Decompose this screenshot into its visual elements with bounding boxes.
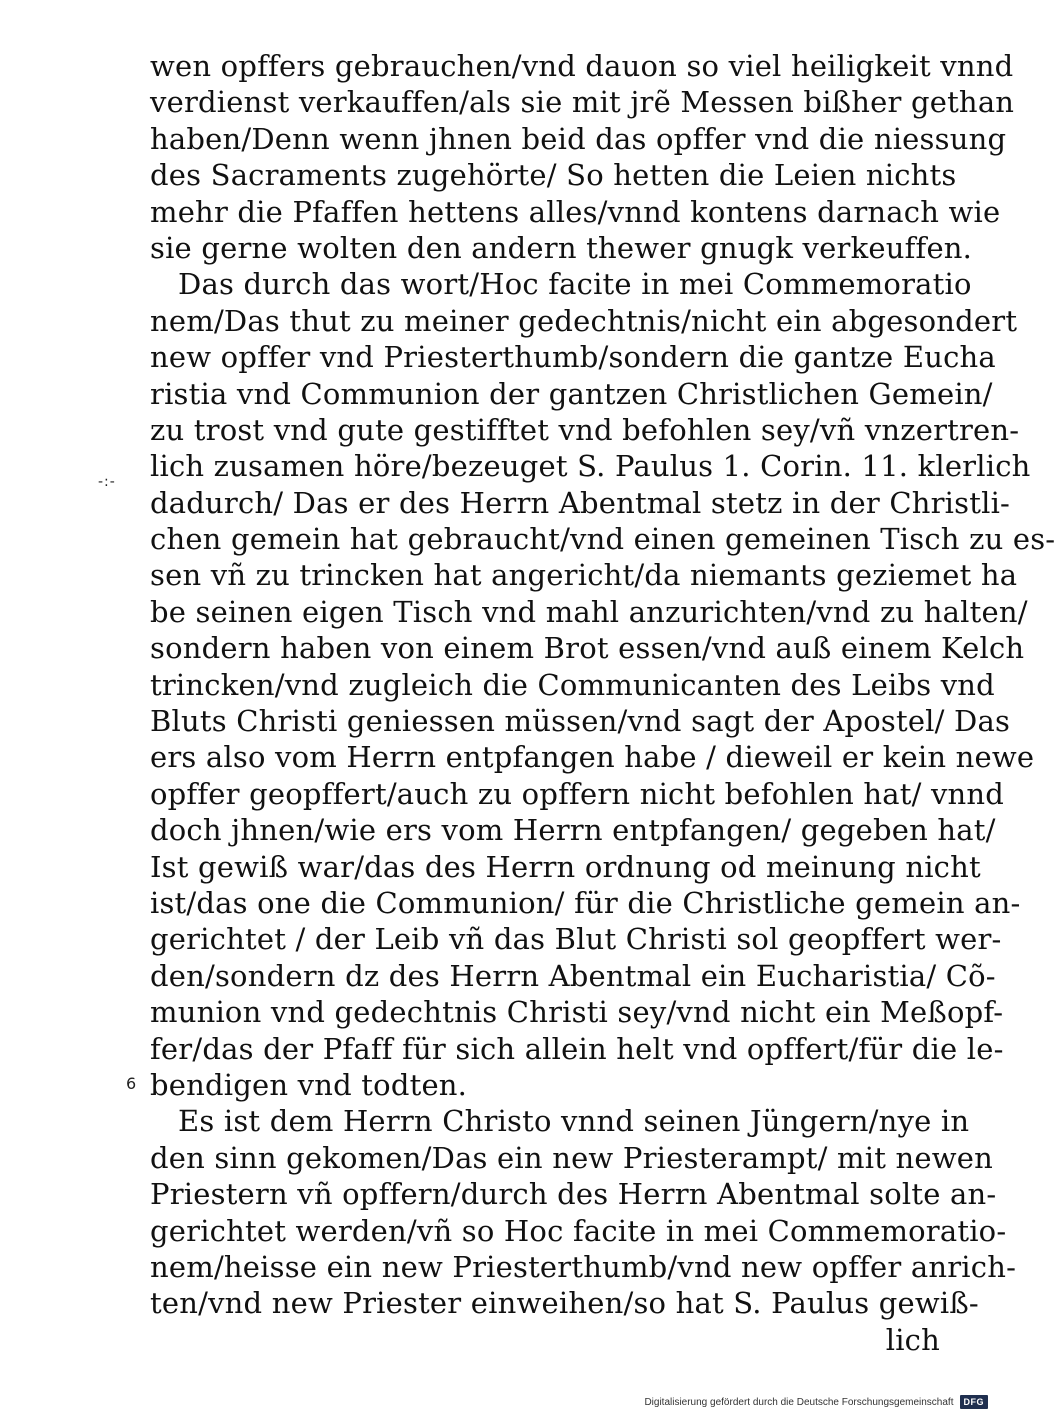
text-line: des Sacraments zugehörte/ So hetten die Leien nichts: [150, 158, 957, 193]
text-line: Bluts Christi geniessen müssen/vnd sagt der Apostel/ Das: [150, 704, 1011, 739]
text-line: trincken/vnd zugleich die Communicanten des Leibs vnd: [150, 667, 995, 702]
text-line: mehr die Pfaffen hettens alles/vnnd kontens darnach wie: [150, 194, 1001, 229]
funding-credit: Digitalisierung gefördert durch die Deutsche Forschungsgemeinschaft: [644, 1396, 954, 1408]
text-line: ristia vnd Communion der gantzen Christlichen Gemein/: [150, 376, 993, 411]
text-line: gerichtet / der Leib vñ das Blut Christi sol geopffert wer-: [150, 922, 1002, 957]
text-line: Priestern vñ opffern/durch des Herrn Abentmal solte an-: [150, 1177, 997, 1212]
text-line: doch jhnen/wie ers vom Herrn entpfangen/ gegeben hat/: [150, 813, 996, 848]
digitization-footer: [644, 1395, 988, 1409]
text-line: verdienst verkauffen/als sie mit jrẽ Messen bißher gethan: [150, 85, 1015, 120]
text-line: Das durch das wort/Hoc facite in mei Commemoratio: [178, 267, 972, 302]
text-line: dadurch/ Das er des Herrn Abentmal stetz in der Christli-: [150, 485, 1011, 520]
text-line: ers also vom Herrn entpfangen habe / dieweil er kein newe: [150, 740, 1035, 775]
text-line: sie gerne wolten den andern thewer gnugk verkeuffen.: [150, 230, 973, 265]
text-line: nem/Das thut zu meiner gedechtnis/nicht ein abgesondert: [150, 303, 1018, 338]
text-line: Ist gewiß war/das des Herrn ordnung od meinung nicht: [150, 849, 981, 884]
text-line: new opffer vnd Priesterthumb/sondern die gantze Eucha: [150, 340, 996, 375]
text-line: sondern haben von einem Brot essen/vnd auß einem Kelch: [150, 631, 1025, 666]
page-body-text: [150, 48, 1055, 1358]
text-line: ist/das one die Communion/ für die Christliche gemein an-: [150, 885, 1021, 920]
text-line: munion vnd gedechtnis Christi sey/vnd nicht ein Meßopf-: [150, 995, 1004, 1030]
dfg-logo-icon: DFG: [960, 1395, 989, 1409]
text-line: chen gemein hat gebraucht/vnd einen gemeinen Tisch zu es-: [150, 522, 1055, 557]
text-line: gerichtet werden/vñ so Hoc facite in mei Commemoratio-: [150, 1213, 1007, 1248]
text-line: zu trost vnd gute gestifftet vnd befohlen sey/vñ vnzertren-: [150, 412, 1020, 447]
text-line: den/sondern dz des Herrn Abentmal ein Eucharistia/ Cõ-: [150, 958, 996, 993]
text-line: be seinen eigen Tisch vnd mahl anzurichten/vnd zu halten/: [150, 594, 1028, 629]
text-line: ten/vnd new Priester einweihen/so hat S. Paulus gewiß-: [150, 1286, 979, 1321]
text-line: bendigen vnd todten.: [150, 1067, 468, 1102]
text-line: Es ist dem Herrn Christo vnnd seinen Jüngern/nye in: [178, 1104, 970, 1139]
margin-mark: 6: [126, 1074, 137, 1093]
text-line: nem/heisse ein new Priesterthumb/vnd new opffer anrich-: [150, 1249, 1017, 1284]
catchword: lich: [885, 1322, 940, 1357]
text-line: opffer geopffert/auch zu opffern nicht befohlen hat/ vnnd: [150, 776, 1005, 811]
margin-mark: -:-: [98, 474, 116, 490]
text-line: sen vñ zu trincken hat angericht/da niemants geziemet ha: [150, 558, 1018, 593]
text-line: wen opffers gebrauchen/vnd dauon so viel heiligkeit vnnd: [150, 49, 1014, 83]
text-line: haben/Denn wenn jhnen beid das opffer vnd die niessung: [150, 121, 1007, 156]
text-line: fer/das der Pfaff für sich allein helt vnd opffert/für die le-: [150, 1031, 1004, 1066]
text-line: den sinn gekomen/Das ein new Priesterampt/ mit newen: [150, 1140, 993, 1175]
text-line: lich zusamen höre/bezeuget S. Paulus 1. Corin. 11. klerlich: [150, 449, 1031, 484]
